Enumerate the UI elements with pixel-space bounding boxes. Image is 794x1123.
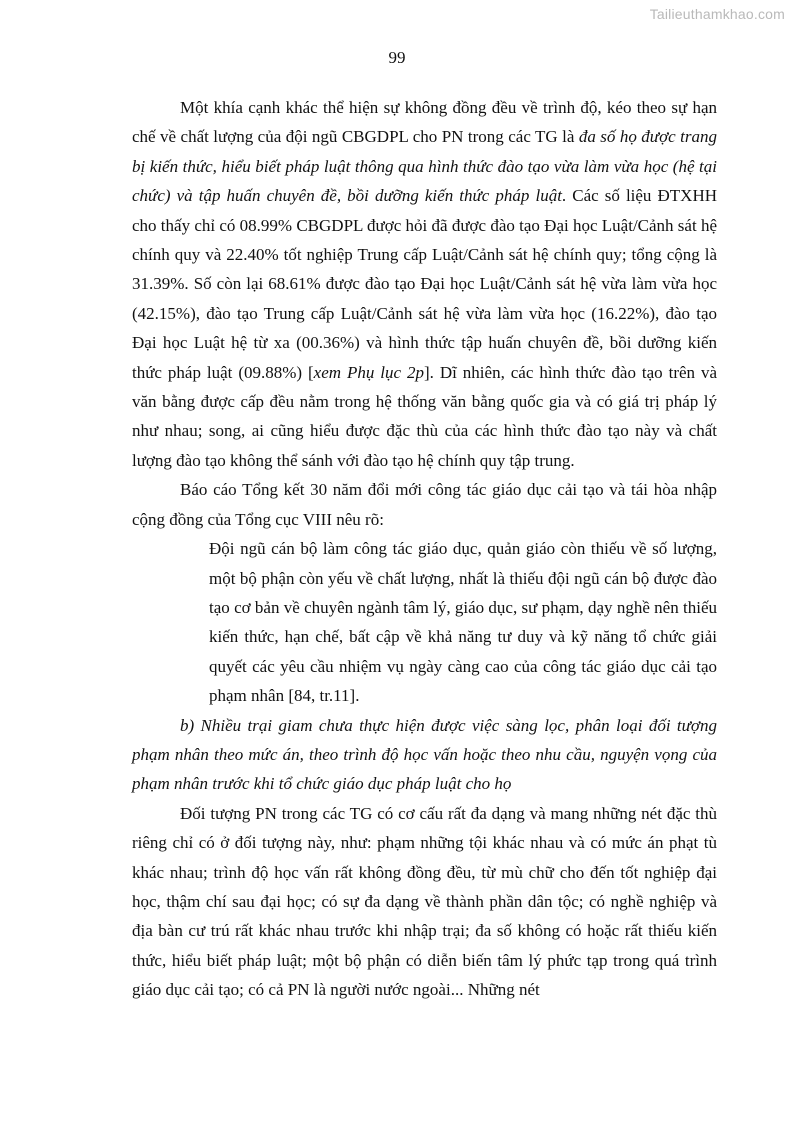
section-heading-b: b) Nhiều trại giam chưa thực hiện được việc sàng lọc, phân loại đối tượng phạm nhân theo mức án, theo trình độ học vấn hoặc theo nhu cầu, nguyện vọng của phạm nhân trước khi tổ chức giáo dục pháp luật cho họ [132,715,717,794]
paragraph-2: Báo cáo Tổng kết 30 năm đổi mới công tác giáo dục cải tạo và tái hòa nhập cộng đồng của Tổng cục VIII nêu rõ: [132,480,717,529]
paragraph-1: Một khía cạnh khác thể hiện sự không đồng đều về trình độ, kéo theo sự hạn chế về chất lượng của đội ngũ CBGDPL cho PN trong các TG là đa số họ được trang bị kiến thức, hiểu biết pháp luật thông qua hình thức đào tạo vừa làm vừa học (hệ tại chức) và tập huấn chuyên đề, bồi dưỡng kiến thức pháp luật. Các số liệu ĐTXHH cho thấy chỉ có 08.99% CBGDPL được hỏi đã được đào tạo Đại học Luật/Cảnh sát hệ chính quy và 22.40% tốt nghiệp Trung cấp Luật/Cảnh sát hệ chính quy; tổng cộng là 31.39%. Số còn lại 68.61% được đào tạo Đại học Luật/Cảnh sát hệ vừa làm vừa học (42.15%), đào tạo Trung cấp Luật/Cảnh sát hệ vừa làm vừa học (16.22%), đào tạo Đại học Luật hệ từ xa (00.36%) và hình thức tập huấn chuyên đề, bồi dưỡng kiến thức pháp luật (09.88%) [xem Phụ lục 2p]. Dĩ nhiên, các hình thức đào tạo trên và văn bằng được cấp đều nằm trong hệ thống văn bằng quốc gia và có giá trị pháp lý như nhau; song, ai cũng hiểu được đặc thù của các hình thức đào tạo này và chất lượng đào tạo không thể sánh với đào tạo hệ chính quy tập trung. [132,98,718,470]
block-quote: Đội ngũ cán bộ làm công tác giáo dục, quản giáo còn thiếu về số lượng, một bộ phận còn yếu về chất lượng, nhất là thiếu đội ngũ cán bộ được đào tạo cơ bản về chuyên ngành tâm lý, giáo dục, sư phạm, dạy nghề nên thiếu kiến thức, hạn chế, bất cập về khả năng tư duy và kỹ năng tổ chức giải quyết các yêu cầu nhiệm vụ ngày càng cao của công tác giáo dục cải tạo phạm nhân [84, tr.11]. [209,539,717,706]
page-number: 99 [388,48,406,67]
document-body [132,93,717,1005]
watermark: Tailieuthamkhao.com [649,6,785,22]
paragraph-3: Đối tượng PN trong các TG có cơ cấu rất đa dạng và mang những nét đặc thù riêng chỉ có ở đối tượng này, như: phạm những tội khác nhau và có mức án phạt tù khác nhau; trình độ học vấn rất không đồng đều, từ mù chữ cho đến tốt nghiệp đại học, thậm chí sau đại học; có sự đa dạng về thành phần dân tộc; có nghề nghiệp và địa bàn cư trú rất khác nhau trước khi nhập trại; đa số không có hoặc rất thiếu kiến thức, hiểu biết pháp luật; một bộ phận có diễn biến tâm lý phức tạp trong quá trình giáo dục cải tạo; có cả PN là người nước ngoài... Những nét [132,803,717,1000]
